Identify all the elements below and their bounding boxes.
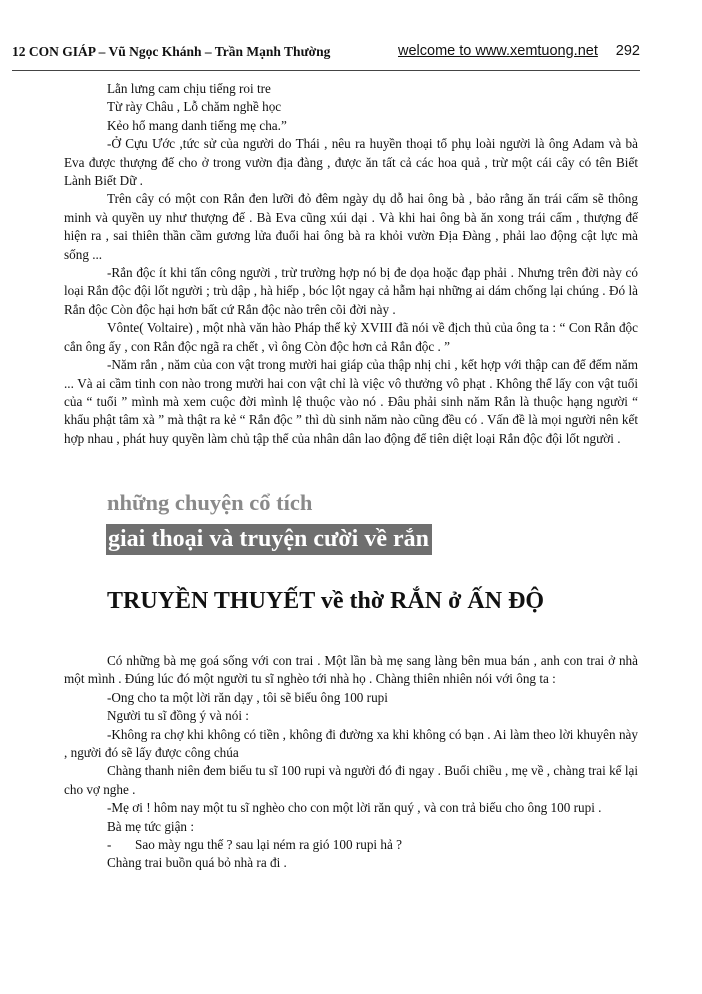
paragraph: -Không ra chợ khi không có tiền , không đi đường xa khi không có bạn . Ai làm theo lời khuyên này , người đó sẽ lấy được công chúa [64,726,638,761]
website-link[interactable]: welcome to www.xemtuong.net [398,43,598,59]
section-subtitle: giai thoại và truyện cười về rắn [106,524,432,555]
page-number: 292 [615,43,640,59]
paragraph: Bà mẹ tức giận : [107,818,194,834]
paragraph: Trên cây có một con Rắn đen lưỡi đỏ đêm ngày dụ dỗ hai ông bà , bảo rằng ăn trái cấm sẽ thông minh và quyền uy như thượng đế . Bà Eva cũng xúi dại . Và khi hai ông bà ăn xong trái cấm , thượng đế hiện ra , sai thiên thần cầm gương lửa đuổi hai ông bà ra khỏi vườn Địa Đàng , phải lao động cật lực mà sống ... [64,191,638,262]
paragraph: -Năm rắn , năm của con vật trong mười hai giáp của thập nhị chi , kết hợp với thập can để đếm năm ... Và ai cầm tinh con nào trong mười hai con vật chỉ là việc vô thưởng vô phạt . Không thể lấy con vật tuổi của “ tuổi ” mình mà xem cuộc đời mình lệ thuộc vào nó . Đâu phải sinh năm Rắn là thuộc hạng người “ khẩu phật tâm xà ” mà thật ra kẻ “ Rắn độc ” thì dù sinh năm nào cũng đều có . Vấn đề là mọi người nên kết hợp nhau , phát huy quyền làm chủ tập thể của nhân dân lao động để tiên diệt loại Rắn độc đội lốt người . [64,357,638,446]
dash-marker: - [107,837,112,853]
paragraph: -Ở Cựu Ước ,tức sử của người do Thái , nêu ra huyền thoại tổ phụ loài người là ông Adam và bà Eva được thượng đế cho ở trong vườn địa đàng , được ăn tất cả các hoa quả , trừ một cái cây có tên Biết Lành Biết Dữ . [64,136,638,189]
paragraph: -Rắn độc ít khi tấn công người , trừ trường hợp nó bị đe dọa hoặc đạp phải . Nhưng trên đời này có loại Rắn độc đội lốt người ; trù dập , hà hiếp , bóc lột ngay cả hẫm hại những ai dám chống lại chúng . Đó là Rắn độc Còn độc hại hơn bất cứ Rắn độc nào trên cõi đời này . [64,265,638,317]
dialogue-line [64,836,638,854]
dialogue-text: Sao mày ngu thế ? sau lại ném ra gió 100 rupi hả ? [135,837,402,853]
page-header [12,40,640,71]
paragraph: Người tu sĩ đồng ý và nói : [107,708,249,724]
story-text [64,652,638,873]
story-title: TRUYỀN THUYẾT về thờ RẮN ở ẤN ĐỘ [107,588,545,614]
poem-line: Kẻo hổ mang danh tiếng mẹ cha.” [107,117,287,133]
poem-line: Lằn lưng cam chịu tiếng roi tre [107,81,271,96]
paragraph: Vônte( Voltaire) , một nhà văn hào Pháp thế kỷ XVIII đã nói về địch thủ của ông ta : “ Con Rắn độc cắn ông ấy , con Rắn độc ngã ra chết , vì ông Còn độc hơn cả Rắn độc . ” [64,320,638,354]
book-title: 12 CON GIÁP – Vũ Ngọc Khánh – Trần Mạnh Thường [12,44,331,59]
body-text [64,80,638,448]
paragraph: Chàng thanh niên đem biếu tu sĩ 100 rupi và người đó đi ngay . Buổi chiều , mẹ về , chàng trai kể lại cho vợ nghe . [64,763,638,797]
poem-line: Từ rày Châu , Lỗ chăm nghề học [107,99,282,115]
paragraph: -Ong cho ta một lời răn dạy , tôi sẽ biếu ông 100 rupi [107,689,388,705]
paragraph: Có những bà mẹ goá sống với con trai . Một lần bà mẹ sang làng bên mua bán , anh con trai ở nhà một mình . Đúng lúc đó một người tu sĩ nghèo tới nhà họ . Chàng thiên nhiên nói với ông ta : [64,653,638,687]
paragraph: -Mẹ ơi ! hôm nay một tu sĩ nghèo cho con một lời răn quý , và con trả biếu cho ông 100 rupi . [107,800,602,816]
paragraph: Chàng trai buồn quá bỏ nhà ra đi . [107,855,287,871]
section-title: những chuyện cổ tích [107,490,313,515]
